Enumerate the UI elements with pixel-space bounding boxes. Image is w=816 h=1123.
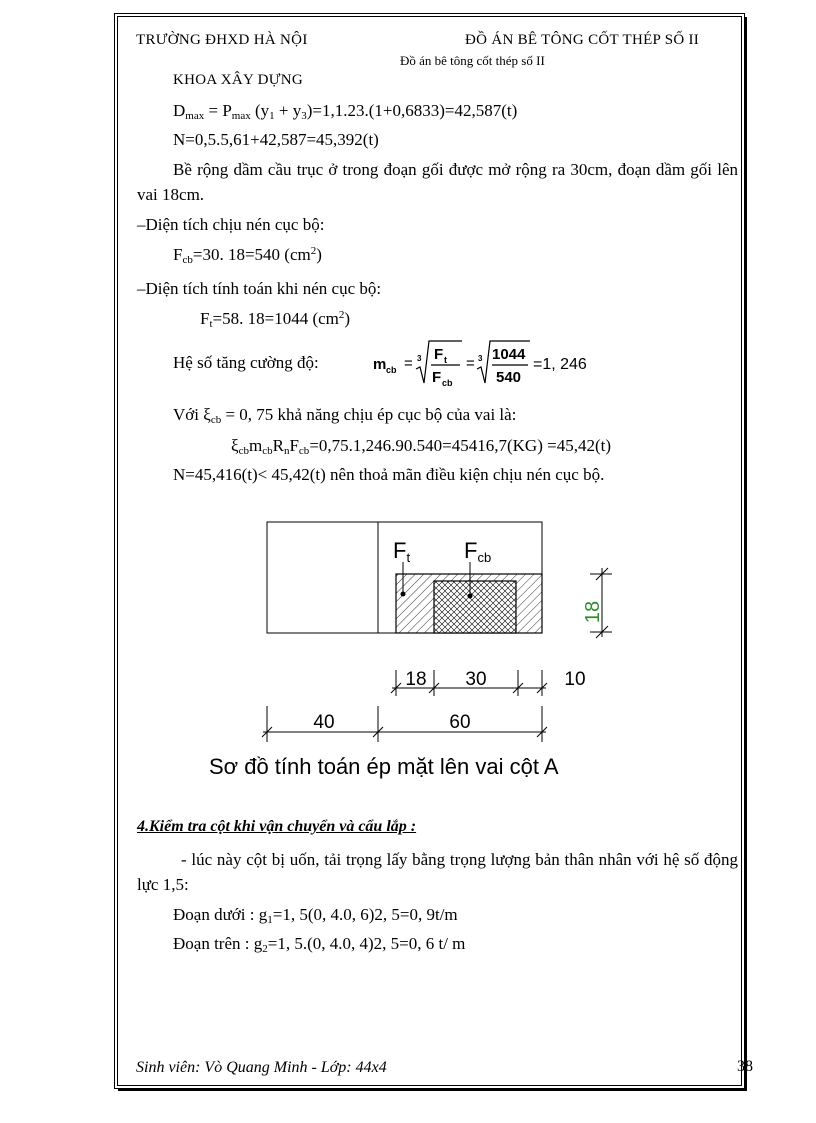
header-project: ĐỒ ÁN BÊ TÔNG CỐT THÉP SỐ II [465, 32, 700, 48]
dim-40: 40 [313, 712, 335, 733]
dmax-eq1: = P [204, 101, 232, 120]
xi-sub: cb [210, 414, 222, 426]
prod-f: F [289, 436, 299, 455]
fcb-eq: =30. 18=540 (cm [192, 245, 311, 264]
header-project-sub: Đồ án bê tông cốt thép số II [400, 53, 545, 68]
dmax-rest: )=1,1.23.(1+0,6833)=42,587(t) [306, 101, 518, 120]
upper-rest: =1, 5.(0, 4.0, 4)2, 5=0, 6 t/ m [267, 934, 466, 953]
pmax-sub: max [231, 110, 251, 122]
formula-num-f: F [434, 346, 444, 363]
xi-intro-1: Với ξ [173, 405, 211, 424]
fcb-sub: cb [182, 254, 193, 266]
xi-intro [173, 405, 516, 425]
ft-f: F [200, 309, 210, 328]
frame-shadow-bottom [118, 1089, 747, 1091]
formula-m: m [373, 356, 387, 373]
dmax-eq2: (y [250, 101, 270, 120]
fcb-sq: 2 [310, 245, 317, 257]
upper-segment-load [173, 934, 465, 954]
upper-sub: 2 [262, 943, 268, 955]
prod-rest: =0,75.1,246.90.540=45416,7(KG) =45,42(t) [309, 436, 611, 455]
formula-root-index-1: 3 [417, 354, 422, 363]
dim-10: 10 [564, 669, 586, 690]
prod-r: R [272, 436, 284, 455]
ft-equation [200, 309, 350, 329]
formula-eq1: = [404, 355, 413, 372]
ft-sq: 2 [338, 309, 345, 321]
n-equation: N=0,5.5,61+42,587=45,392(t) [173, 130, 379, 149]
formula-eq2: = [466, 355, 475, 372]
upper-1: Đoạn trên : g [173, 934, 263, 953]
dmax-sub: max [185, 110, 205, 122]
lower-1: Đoạn dưới : g [173, 905, 268, 924]
fcb-f: F [173, 245, 183, 264]
prod-sub1: cb [238, 445, 249, 457]
formula-root-index-2: 3 [478, 354, 483, 363]
label-ft: Ft [393, 538, 411, 565]
formula-m-sub: cb [386, 365, 397, 375]
bearing-diagram [250, 510, 630, 750]
page-number: 38 [737, 1058, 753, 1075]
coef-label: Hệ số tăng cường độ: [173, 353, 319, 372]
ft-close: ) [344, 309, 351, 328]
diagram-caption: Sơ đồ tính toán ép mặt lên vai cột A [209, 754, 559, 779]
fcb-dot [468, 594, 473, 599]
ft-sub: t [209, 318, 213, 330]
lower-segment-load [173, 905, 458, 925]
formula-result: =1, 246 [533, 356, 587, 373]
dim-18-vertical: 18 [582, 600, 604, 624]
formula-den-sub: cb [442, 378, 453, 388]
mcb-formula [370, 335, 610, 395]
dim-18: 18 [405, 669, 427, 690]
area-calc-label: –Diện tích tính toán khi nén cục bộ: [137, 279, 382, 298]
formula-num-sub: t [444, 355, 447, 365]
dmax-equation [173, 101, 517, 121]
y3-sub: 3 [301, 110, 307, 122]
lower-sub: 1 [267, 914, 273, 926]
header-school: TRƯỜNG ĐHXD HÀ NỘI [136, 32, 308, 48]
prod-xi: ξ [231, 436, 239, 455]
conclusion: N=45,416(t)< 45,42(t) nên thoả mãn điều kiện chịu nén cục bộ. [173, 465, 605, 484]
fcb-close: ) [316, 245, 322, 264]
fcb-area [434, 581, 516, 633]
ft-eq: =58. 18=1044 (cm [212, 309, 339, 328]
dmax-eq3: + y [274, 101, 302, 120]
formula-num-val: 1044 [492, 346, 526, 363]
prod-sub4: cb [298, 445, 310, 457]
label-fcb: Fcb [464, 538, 492, 565]
dmax-d: D [173, 101, 186, 120]
lower-rest: =1, 5(0, 4.0, 6)2, 5=0, 9t/m [272, 905, 458, 924]
fcb-equation [173, 245, 322, 265]
product-equation [231, 436, 611, 456]
footer-student: Sinh viên: Vò Quang Minh - Lớp: 44x4 [136, 1059, 387, 1076]
header-faculty: KHOA XÂY DỰNG [173, 72, 303, 88]
dim-30: 30 [465, 669, 487, 690]
y1-sub: 1 [269, 110, 275, 122]
formula-den-val: 540 [496, 369, 522, 386]
section4-paragraph: - lúc này cột bị uốn, tải trọng lấy bằng trọng lượng bản thân nhân với hệ số động lực 1,5: [137, 850, 738, 894]
ft-dot [401, 592, 406, 597]
prod-sub3: n [283, 445, 290, 457]
prod-sub2: cb [262, 445, 273, 457]
frame-shadow-right [745, 17, 747, 1091]
dim-60: 60 [449, 712, 471, 733]
paragraph-beam-width: Bề rộng dầm cầu trục ở trong đoạn gối được mở rộng ra 30cm, đoạn dầm gối lên vai 18cm. [137, 160, 738, 204]
xi-intro-2: = 0, 75 khả năng chịu ép cục bộ của vai là: [221, 405, 517, 424]
prod-m: m [248, 436, 263, 455]
formula-den-f: F [432, 369, 442, 386]
section4-heading: 4.Kiểm tra cột khi vận chuyển và cẩu lắp : [137, 818, 417, 835]
area-local-label: –Diện tích chịu nén cục bộ: [137, 215, 325, 234]
